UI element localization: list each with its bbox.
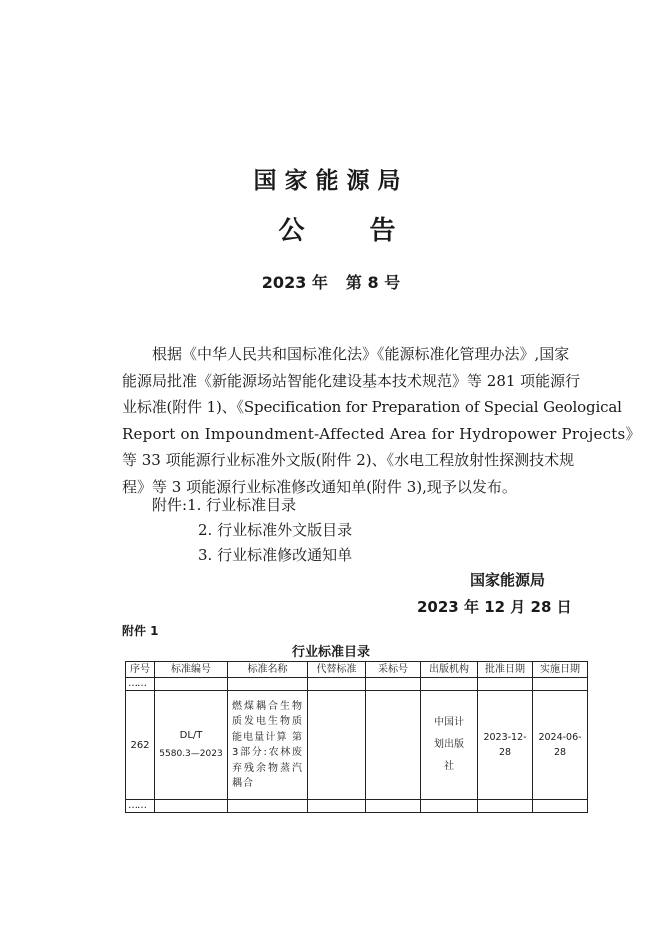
- cell-standard-name: 燃煤耦合生物质发电生物质能电量计算 第3部分:农林废弃残余物蒸汽耦合: [228, 691, 308, 800]
- column-header: 序号: [126, 662, 155, 678]
- column-header: 代替标准: [308, 662, 366, 678]
- body-line: 业标准(附件 1)、《Specification for Preparation of Special Geological: [122, 398, 622, 416]
- column-header: 出版机构: [421, 662, 478, 678]
- standard-code-prefix: DL/T: [179, 730, 203, 741]
- cell-effective-date: 2024-06-28: [533, 691, 588, 800]
- table-ellipsis-row: [126, 800, 588, 813]
- body-line: Report on Impoundment-Affected Area for Hydropower Projects》: [122, 424, 641, 443]
- cell-adopted: [366, 691, 421, 800]
- attachment-item: 3. 行业标准修改通知单: [198, 546, 353, 564]
- standard-code-number: 5580.3—2023: [159, 749, 223, 759]
- cell-replaces: [308, 691, 366, 800]
- cell-seq: 262: [126, 691, 155, 800]
- ellipsis-cell: ……: [126, 800, 155, 813]
- column-header: 实施日期: [533, 662, 588, 678]
- column-header: 标准编号: [155, 662, 228, 678]
- document-year: 2023 年: [261, 273, 328, 292]
- body-line: 程》等 3 项能源行业标准修改通知单(附件 3),现予以发布。: [122, 477, 517, 496]
- document-issue-number: 第 8 号: [345, 273, 401, 292]
- attachment-item: 1. 行业标准目录: [187, 496, 297, 514]
- attachment-1-label: 附件 1: [122, 624, 159, 638]
- body-line: 根据《中华人民共和国标准化法》《能源标准化管理办法》,国家: [152, 345, 570, 363]
- cell-standard-code: [155, 691, 228, 800]
- standards-table: [125, 661, 588, 813]
- body-line: 能源局批准《新能源场站智能化建设基本技术规范》等 281 项能源行: [122, 371, 581, 390]
- table-ellipsis-row: [126, 678, 588, 691]
- cell-publisher: 中国计划出版社: [421, 691, 478, 800]
- column-header: 批准日期: [478, 662, 533, 678]
- attachment-prefix: 附件:: [152, 496, 188, 514]
- signature-date: 2023 年 12 月 28 日: [417, 598, 572, 616]
- ellipsis-cell: ……: [126, 678, 155, 691]
- cell-approve-date: 2023-12-28: [478, 691, 533, 800]
- column-header: 采标号: [366, 662, 421, 678]
- standards-table-title: 行业标准目录: [291, 645, 370, 660]
- column-header: 标准名称: [228, 662, 308, 678]
- signature-issuer: 国家能源局: [470, 571, 546, 589]
- table-row: [126, 691, 588, 800]
- table-header-row: [126, 662, 588, 678]
- issuer-title: 国家能源局: [253, 168, 409, 194]
- attachment-list-item: [152, 494, 296, 515]
- attachment-item: 2. 行业标准外文版目录: [198, 521, 353, 539]
- document-number: [0, 270, 662, 293]
- body-line: 等 33 项能源行业标准外文版(附件 2)、《水电工程放射性探测技术规: [122, 451, 575, 469]
- document-type-title: 公 告: [278, 216, 424, 246]
- announcement-body: [122, 341, 641, 500]
